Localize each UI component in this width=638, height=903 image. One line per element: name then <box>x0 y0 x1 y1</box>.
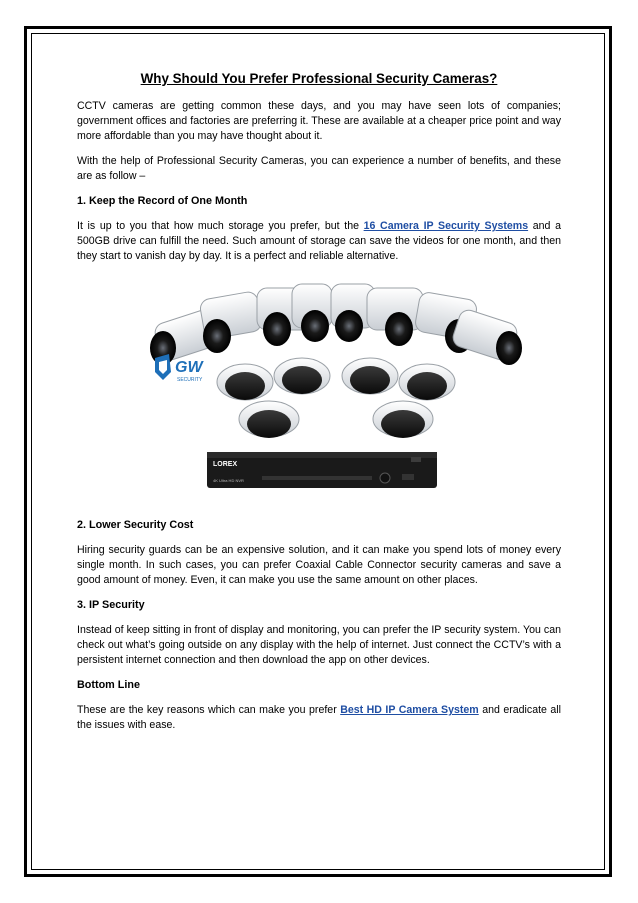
link-best-hd-ip-camera-system[interactable]: Best HD IP Camera System <box>340 704 479 716</box>
section-heading-cost: 2. Lower Security Cost <box>77 519 194 531</box>
section-heading-ip-security: 3. IP Security <box>77 599 145 611</box>
bullet-camera-right-1 <box>367 288 423 346</box>
nvr-brand: LOREX <box>213 461 238 468</box>
gw-security-logo <box>155 354 204 383</box>
cameras-illustration <box>77 274 561 504</box>
document-title: Why Should You Prefer Professional Security Cameras? <box>140 71 498 86</box>
dome-camera-3 <box>342 358 398 394</box>
dome-camera-1 <box>217 364 273 400</box>
logo-subtext: SECURITY <box>177 377 203 383</box>
bullet-camera-right-3 <box>451 308 522 365</box>
text-fragment: and a 500GB drive can fulfill the need. Such amount of storage can save the videos for one month, and then they start to vanish day by day. It is a perfect and reliable alternative. <box>77 220 561 262</box>
document-body <box>77 70 561 743</box>
dome-camera-6 <box>373 401 433 438</box>
dome-camera-4 <box>399 364 455 400</box>
intro-paragraph-1: CCTV cameras are getting common these days, and you may have seen lots of companies; government offices and factories are preferring it. These are available at a cheaper price point and way more affordable than you may have thought about it. <box>77 100 561 142</box>
section-heading-bottom-line: Bottom Line <box>77 679 140 691</box>
section-paragraph-record <box>77 219 561 264</box>
text-fragment: These are the key reasons which can make you prefer <box>77 704 341 716</box>
nvr-recorder <box>207 452 437 488</box>
bullet-camera-left-2 <box>199 291 263 353</box>
section-paragraph-cost: Hiring security guards can be an expensive solution, and it can make you spend lots of money every single month. In such cases, you can prefer Coaxial Cable Connector security cameras and save a good amount of money. Even, it can make you use the same amount on other places. <box>77 544 561 586</box>
dome-camera-5 <box>239 401 299 438</box>
section-heading-record: 1. Keep the Record of One Month <box>77 195 248 207</box>
section-paragraph-ip-security: Instead of keep sitting in front of display and monitoring, you can prefer the IP security system. You can check out what’s going outside on any display with the help of internet. Just connect the CCTV’s with a persistent internet connection and then download the app on other devices. <box>77 624 561 666</box>
nvr-label: 4K Ultra HD NVR <box>213 478 244 483</box>
link-16-camera-ip-systems[interactable]: 16 Camera IP Security Systems <box>363 220 529 232</box>
text-fragment: It is up to you that how much storage you prefer, but the <box>77 220 364 232</box>
logo-wordmark: GW <box>175 359 203 376</box>
section-paragraph-bottom-line <box>77 703 561 733</box>
security-cameras-image <box>77 274 561 504</box>
text-fragment: and eradicate all the issues with ease. <box>77 704 562 731</box>
bullet-camera-center-left <box>292 284 332 342</box>
intro-paragraph-2: With the help of Professional Security Cameras, you can experience a number of benefits, and these are as follow – <box>77 155 561 182</box>
dome-camera-2 <box>274 358 330 394</box>
